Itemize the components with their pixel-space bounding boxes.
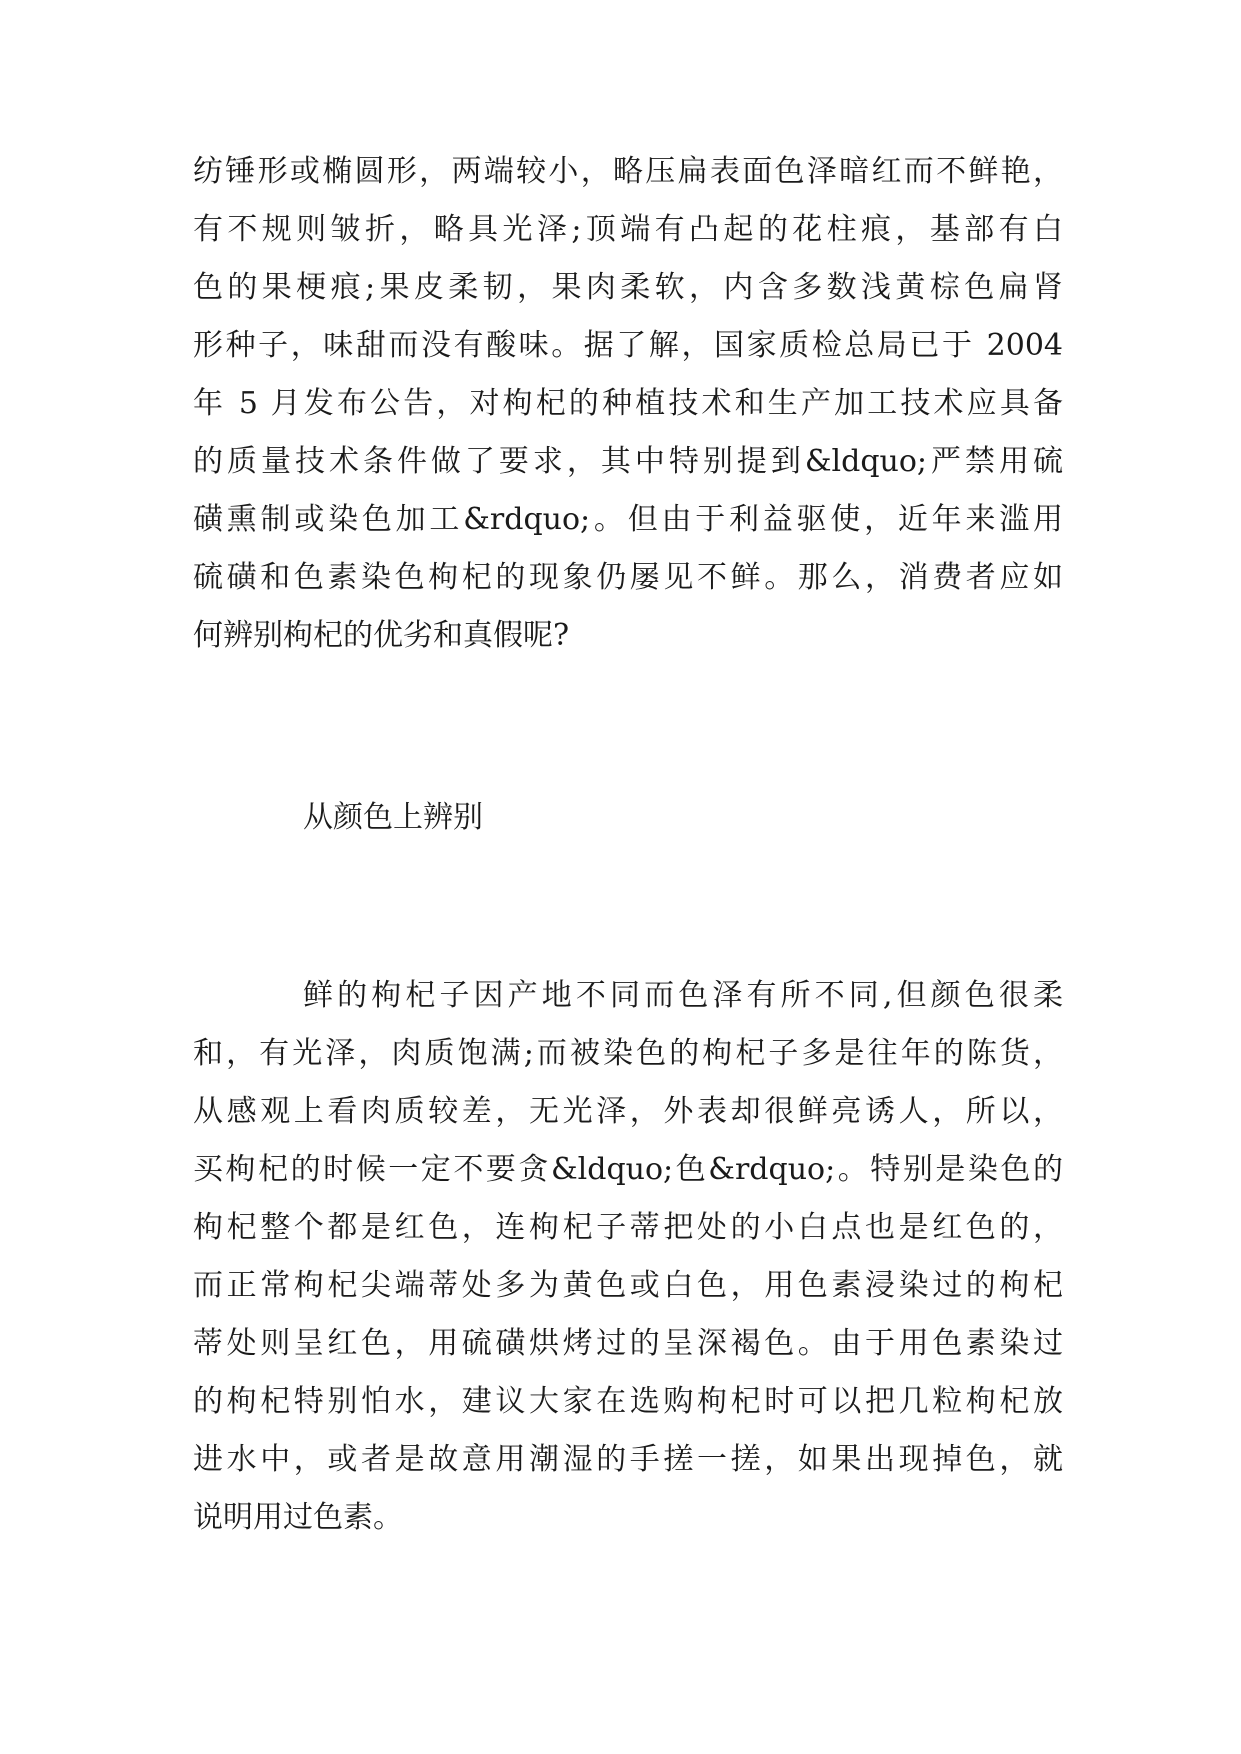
paragraph-line: 和，有光泽，肉质饱满;而被染色的枸杞子多是往年的陈货， — [193, 1036, 1063, 1071]
paragraph-line: 买枸杞的时候一定不要贪&ldquo;色&rdquo;。特别是染色的 — [193, 1152, 1063, 1187]
paragraph-line: 何辨别枸杞的优劣和真假呢? — [193, 618, 570, 653]
paragraph-line: 有不规则皱折，略具光泽;顶端有凸起的花柱痕，基部有白 — [193, 212, 1063, 247]
paragraph-line: 而正常枸杞尖端蒂处多为黄色或白色，用色素浸染过的枸杞 — [193, 1268, 1063, 1303]
section-heading: 从颜色上辨别 — [303, 800, 483, 835]
paragraph-line: 的质量技术条件做了要求，其中特别提到&ldquo;严禁用硫 — [193, 444, 1063, 479]
paragraph-line: 纺锤形或椭圆形，两端较小，略压扁表面色泽暗红而不鲜艳， — [193, 154, 1063, 189]
paragraph-line: 的枸杞特别怕水，建议大家在选购枸杞时可以把几粒枸杞放 — [193, 1384, 1063, 1419]
paragraph-line: 硫磺和色素染色枸杞的现象仍屡见不鲜。那么，消费者应如 — [193, 560, 1063, 595]
paragraph-line: 蒂处则呈红色，用硫磺烘烤过的呈深褐色。由于用色素染过 — [193, 1326, 1063, 1361]
paragraph-line: 形种子，味甜而没有酸味。据了解，国家质检总局已于 2004 — [193, 328, 1063, 363]
paragraph-line: 枸杞整个都是红色，连枸杞子蒂把处的小白点也是红色的， — [193, 1210, 1063, 1245]
paragraph-line: 磺熏制或染色加工&rdquo;。但由于利益驱使，近年来滥用 — [193, 502, 1063, 537]
paragraph-line: 从感观上看肉质较差，无光泽，外表却很鲜亮诱人，所以， — [193, 1094, 1063, 1129]
paragraph-line: 色的果梗痕;果皮柔韧，果肉柔软，内含多数浅黄棕色扁肾 — [193, 270, 1063, 305]
paragraph-line: 鲜的枸杞子因产地不同而色泽有所不同,但颜色很柔 — [303, 978, 1063, 1013]
paragraph-line: 说明用过色素。 — [193, 1500, 403, 1535]
paragraph-line: 进水中，或者是故意用潮湿的手搓一搓，如果出现掉色，就 — [193, 1442, 1063, 1477]
paragraph-line: 年 5 月发布公告，对枸杞的种植技术和生产加工技术应具备 — [193, 386, 1063, 421]
